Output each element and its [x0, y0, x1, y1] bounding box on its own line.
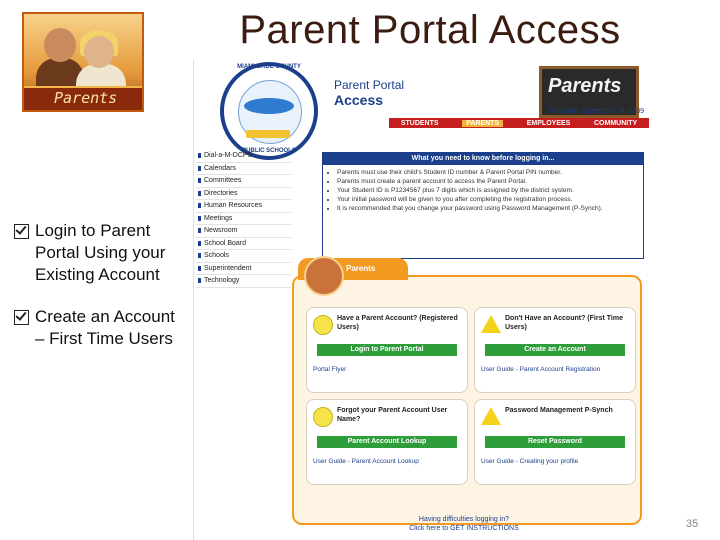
portal-title-line2: Access: [334, 92, 384, 108]
logo-person-woman-head: [84, 36, 114, 68]
card-create-account: [474, 307, 636, 393]
info-box: [322, 152, 644, 259]
bullet-text: Login to Parent Portal Using your Existing Account: [35, 221, 166, 284]
warning-icon: [481, 315, 501, 333]
card-account-lookup: [306, 399, 468, 485]
portal-screenshot: [193, 60, 649, 540]
logo-banner: [24, 86, 142, 110]
checkbox-icon: [14, 310, 29, 325]
info-list: [323, 168, 643, 213]
parents-logo: [22, 12, 144, 112]
nav-students[interactable]: STUDENTS: [400, 119, 439, 127]
create-account-button[interactable]: Create an Account: [485, 344, 625, 356]
card-title: Password Management P-Synch: [505, 407, 613, 414]
smiley-icon: [313, 315, 333, 335]
bullet-item: [14, 220, 184, 286]
info-item: • Parents must use their child's Student ID number & Parent Portal PIN number.: [337, 168, 643, 177]
login-button[interactable]: Login to Parent Portal: [317, 344, 457, 356]
bullet-list: [14, 220, 184, 370]
logo-text: Parents: [54, 89, 118, 107]
checkbox-icon: [14, 224, 29, 239]
left-nav-item[interactable]: Committees: [196, 175, 291, 188]
info-item: • Parents must create a parent account to access the Parent Portal.: [337, 177, 643, 186]
tab-photo-icon: [304, 256, 344, 296]
info-item: • Your Student ID is P1234567 plus 7 digits which is assigned by the district system.: [337, 186, 643, 195]
portal-title-line1: Parent Portal: [334, 78, 405, 92]
warning-icon: [481, 407, 501, 425]
card-reset-password: [474, 399, 636, 485]
info-item: • Your initial password will be given to you after completing the registration process.: [337, 195, 643, 204]
left-nav-item[interactable]: School Board: [196, 238, 291, 251]
top-navbar: [389, 118, 649, 128]
bullet-text: Create an Account – First Time Users: [35, 307, 175, 348]
card-link[interactable]: User Guide - Parent Account Registration: [481, 366, 601, 373]
date-text: Thursday, September 24, 2009: [548, 108, 644, 115]
card-link[interactable]: Portal Flyer: [313, 366, 347, 373]
left-nav-item[interactable]: Meetings: [196, 213, 291, 226]
reset-password-button[interactable]: Reset Password: [485, 436, 625, 448]
left-nav-item[interactable]: Schools: [196, 250, 291, 263]
chalkboard-text: Parents: [548, 75, 622, 97]
help-line1: Having difficulties logging in?: [418, 516, 510, 523]
nav-community[interactable]: COMMUNITY: [593, 119, 638, 127]
seal-wave: [244, 98, 294, 114]
page-number: 35: [686, 518, 699, 530]
parents-tab-label: Parents: [346, 264, 376, 273]
seal-top-text: MIAMI-DADE COUNTY: [237, 64, 301, 70]
seal-gold-band: [246, 130, 290, 138]
seal-bottom-text: PUBLIC SCHOOLS: [242, 148, 296, 154]
left-nav-item[interactable]: Technology: [196, 275, 291, 288]
smiley-icon: [313, 407, 333, 427]
left-nav-item[interactable]: Superintendent: [196, 263, 291, 276]
left-nav: [196, 150, 291, 288]
info-header: What you need to know before logging in...: [323, 153, 643, 165]
district-seal-icon: [220, 62, 318, 160]
left-nav-item[interactable]: Calendars: [196, 163, 291, 176]
left-nav-item[interactable]: Dial-a-M-DCPS: [196, 150, 291, 163]
logo-person-man-head: [44, 28, 76, 62]
card-title: Forgot your Parent Account User Name?: [337, 407, 448, 423]
help-link[interactable]: [374, 515, 554, 533]
left-nav-item[interactable]: Human Resources: [196, 200, 291, 213]
portal-title: [334, 78, 404, 108]
slide-title: Parent Portal Access: [239, 8, 621, 52]
account-lookup-button[interactable]: Parent Account Lookup: [317, 436, 457, 448]
card-login: [306, 307, 468, 393]
info-item: • It is recommended that you change your password using Password Management (P-Synch).: [337, 204, 643, 213]
card-title: Have a Parent Account? (Registered Users): [337, 315, 458, 331]
card-link[interactable]: User Guide - Parent Account Lookup: [313, 458, 419, 465]
help-line2[interactable]: Click here to GET INSTRUCTIONS: [409, 525, 519, 532]
card-link[interactable]: User Guide - Creating your profile: [481, 458, 579, 465]
left-nav-item[interactable]: Directories: [196, 188, 291, 201]
nav-parents[interactable]: PARENTS: [462, 120, 503, 127]
nav-employees[interactable]: EMPLOYEES: [526, 119, 571, 127]
portal-panel: [292, 275, 642, 525]
left-nav-item[interactable]: Newsroom: [196, 225, 291, 238]
bullet-item: [14, 306, 184, 350]
card-title: Don't Have an Account? (First Time Users): [505, 315, 623, 331]
